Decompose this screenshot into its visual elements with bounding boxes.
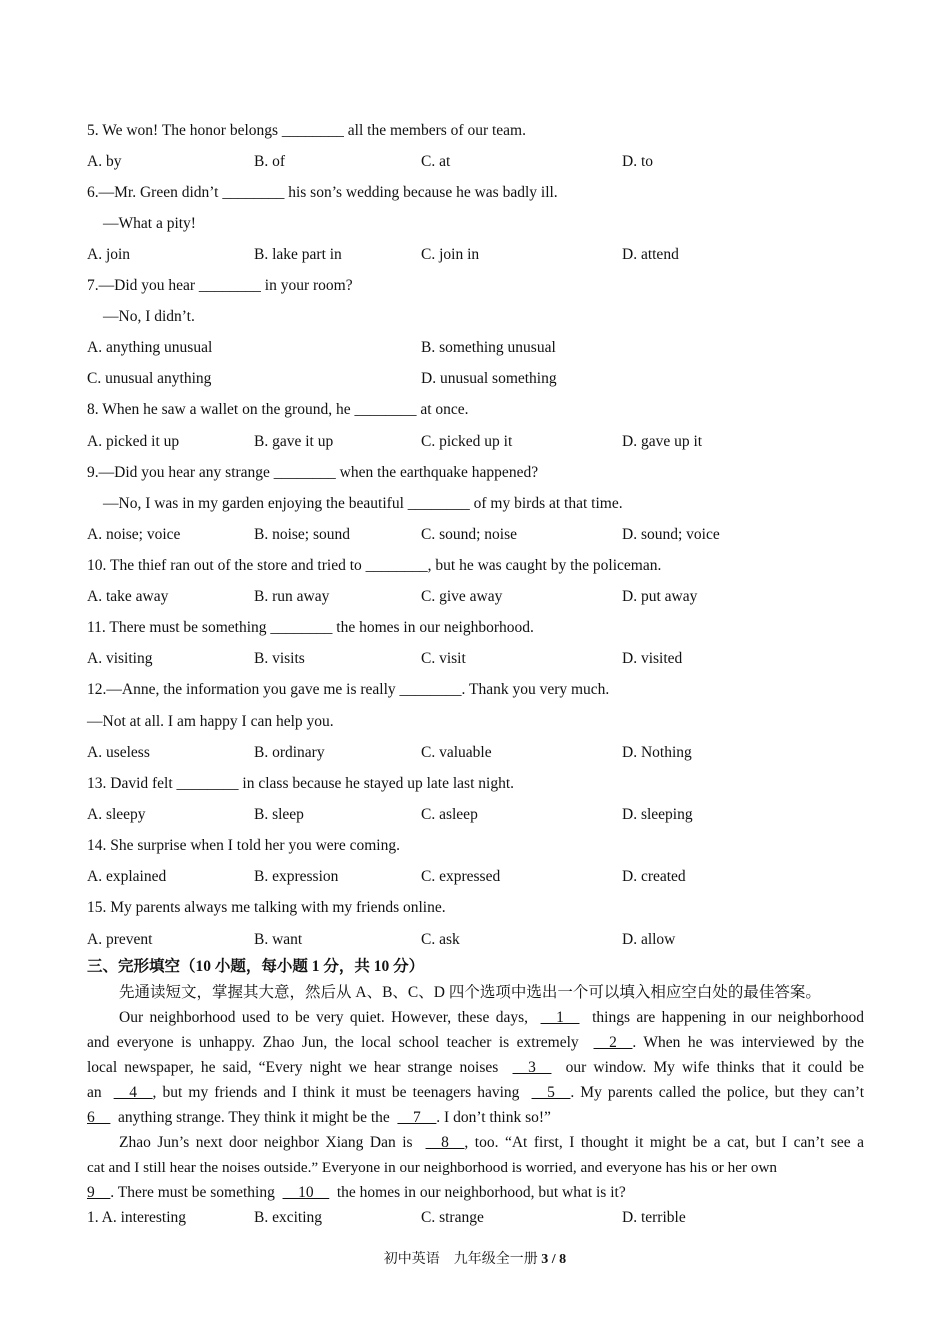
question-6-reply: —What a pity! <box>103 215 196 232</box>
q9-option-c: C. sound; noise <box>421 526 518 543</box>
passage-line: local newspaper, he said, “Every night we hear strange noises __3__ our window. My wife thinks that it could be <box>87 1059 864 1076</box>
blank-3: __3__ <box>512 1059 552 1076</box>
passage-line: an __4__, but my friends and I think it must be teenagers having __5__. My parents called the police, but they can’t <box>87 1084 865 1101</box>
blank-2: __2__ <box>593 1034 633 1051</box>
question-8-stem: 8. When he saw a wallet on the ground, he ________ at once. <box>87 401 469 418</box>
footer-subject: 初中英语 九年级全一册 <box>383 1252 538 1267</box>
passage-line: Our neighborhood used to be very quiet. However, these days, __1__ things are happening in our neighborhood <box>119 1009 865 1026</box>
q5-option-a: A. by <box>87 153 122 170</box>
q11-option-d: D. visited <box>622 650 683 667</box>
passage-line: 9__. There must be something __10__ the homes in our neighborhood, but what is it? <box>87 1184 626 1201</box>
question-12-stem: 12.—Anne, the information you gave me is really ________. Thank you very much. <box>87 681 610 698</box>
question-6-stem: 6.—Mr. Green didn’t ________ his son’s wedding because he was badly ill. <box>87 184 558 201</box>
question-7-reply: —No, I didn’t. <box>103 308 195 325</box>
section-3-instruction: 先通读短文，掌握其大意，然后从 A、B、C、D 四个选项中选出一个可以填入相应空白处的最佳答案。 <box>119 984 821 1001</box>
q14-option-b: B. expression <box>254 868 339 885</box>
page-number: 3 / 8 <box>541 1252 567 1267</box>
question-10-stem: 10. The thief ran out of the store and tried to ________, but he was caught by the policeman. <box>87 557 662 574</box>
q6-option-a: A. join <box>87 246 131 263</box>
q8-option-d: D. gave up it <box>622 433 703 450</box>
blank-10: __10__ <box>282 1184 330 1201</box>
q9-option-a: A. noise; voice <box>87 526 181 543</box>
question-12-reply: —Not at all. I am happy I can help you. <box>87 713 334 730</box>
question-7-stem: 7.—Did you hear ________ in your room? <box>87 277 353 294</box>
page-footer <box>0 1248 950 1268</box>
section-3-title: 三、完形填空（10 小题，每小题 1 分，共 10 分） <box>87 958 425 975</box>
q7-option-c: C. unusual anything <box>87 370 212 387</box>
q10-option-b: B. run away <box>254 588 330 605</box>
blank-4: __4__ <box>113 1084 153 1101</box>
passage-line: Zhao Jun’s next door neighbor Xiang Dan is __8__, too. “At first, I thought it might be a cat, but I can’t see a <box>119 1134 865 1151</box>
question-9-reply: —No, I was in my garden enjoying the beautiful ________ of my birds at that time. <box>103 495 623 512</box>
blank-1: __1__ <box>540 1009 580 1026</box>
q5-option-d: D. to <box>622 153 653 170</box>
q14-option-d: D. created <box>622 868 686 885</box>
q10-option-c: C. give away <box>421 588 503 605</box>
q13-option-c: C. asleep <box>421 806 478 823</box>
cloze-q1-option-b: B. exciting <box>254 1209 323 1226</box>
cloze-q1-option-a: 1. A. interesting <box>87 1209 187 1226</box>
q11-option-a: A. visiting <box>87 650 153 667</box>
q11-option-b: B. visits <box>254 650 305 667</box>
blank-8: __8__ <box>425 1134 465 1151</box>
q12-option-b: B. ordinary <box>254 744 325 761</box>
q8-option-c: C. picked up it <box>421 433 513 450</box>
passage-line: 6__ anything strange. They think it might be the __7__. I don’t think so!” <box>87 1109 551 1126</box>
q12-option-d: D. Nothing <box>622 744 692 761</box>
cloze-q1-option-d: D. terrible <box>622 1209 686 1226</box>
q7-option-d: D. unusual something <box>421 370 557 387</box>
blank-9: 9__ <box>87 1184 111 1201</box>
q12-option-c: C. valuable <box>421 744 492 761</box>
blank-7: __7__ <box>397 1109 437 1126</box>
q6-option-c: C. join in <box>421 246 480 263</box>
q8-option-a: A. picked it up <box>87 433 180 450</box>
q5-option-c: C. at <box>421 153 451 170</box>
passage-line: cat and I still hear the noises outside.” Everyone in our neighborhood is worried, and everyone has his or her own <box>87 1159 778 1176</box>
q12-option-a: A. useless <box>87 744 150 761</box>
q13-option-d: D. sleeping <box>622 806 693 823</box>
q10-option-a: A. take away <box>87 588 169 605</box>
q5-option-b: B. of <box>254 153 285 170</box>
q15-option-a: A. prevent <box>87 931 153 948</box>
q7-option-b: B. something unusual <box>421 339 556 356</box>
q6-option-d: D. attend <box>622 246 679 263</box>
q7-option-a: A. anything unusual <box>87 339 213 356</box>
question-11-stem: 11. There must be something ________ the homes in our neighborhood. <box>87 619 534 636</box>
q14-option-a: A. explained <box>87 868 167 885</box>
passage-line: and everyone is unhappy. Zhao Jun, the local school teacher is extremely __2__. When he was interviewed by the <box>87 1034 864 1051</box>
q11-option-c: C. visit <box>421 650 466 667</box>
cloze-q1-option-c: C. strange <box>421 1209 484 1226</box>
q13-option-b: B. sleep <box>254 806 304 823</box>
q15-option-b: B. want <box>254 931 303 948</box>
question-5-stem: 5. We won! The honor belongs ________ all the members of our team. <box>87 122 526 139</box>
question-13-stem: 13. David felt ________ in class because he stayed up late last night. <box>87 775 515 792</box>
q8-option-b: B. gave it up <box>254 433 334 450</box>
question-15-stem: 15. My parents always me talking with my friends online. <box>87 899 446 916</box>
q14-option-c: C. expressed <box>421 868 501 885</box>
blank-6: 6__ <box>87 1109 111 1126</box>
q9-option-b: B. noise; sound <box>254 526 351 543</box>
question-14-stem: 14. She surprise when I told her you were coming. <box>87 837 400 854</box>
q15-option-c: C. ask <box>421 931 460 948</box>
q6-option-b: B. lake part in <box>254 246 342 263</box>
q10-option-d: D. put away <box>622 588 698 605</box>
blank-5: __5__ <box>531 1084 571 1101</box>
q13-option-a: A. sleepy <box>87 806 146 823</box>
question-9-stem: 9.—Did you hear any strange ________ when the earthquake happened? <box>87 464 539 481</box>
q9-option-d: D. sound; voice <box>622 526 720 543</box>
q15-option-d: D. allow <box>622 931 676 948</box>
